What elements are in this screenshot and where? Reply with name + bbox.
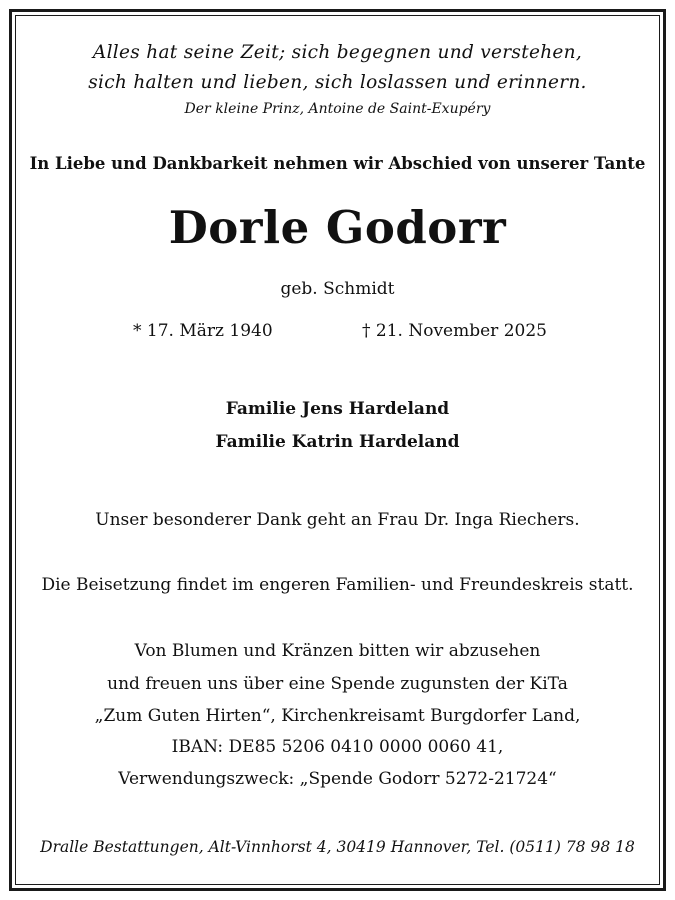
funeral-home-footer: Dralle Bestattungen, Alt-Vinnhorst 4, 30419 Hannover, Tel. (0511) 78 98 18 xyxy=(40,838,635,856)
quote-line-2: sich halten und lieben, sich loslassen und erinnern. xyxy=(88,72,587,93)
donation-reference: Verwendungszweck: „Spende Godorr 5272-21724“ xyxy=(118,769,557,789)
donation-line-3: „Zum Guten Hirten“, Kirchenkreisamt Burgdorfer Land, xyxy=(94,706,581,726)
birth-name: geb. Schmidt xyxy=(280,279,395,299)
family-1: Familie Jens Hardeland xyxy=(225,399,450,419)
burial-text: Die Beisetzung findet im engeren Familien- und Freundeskreis statt. xyxy=(41,575,634,595)
quote-attribution: Der kleine Prinz, Antoine de Saint-Exupéry xyxy=(184,101,491,117)
family-2: Familie Katrin Hardeland xyxy=(215,432,460,452)
birth-date: * 17. März 1940 xyxy=(133,321,273,341)
deceased-name: Dorle Godorr xyxy=(168,201,507,254)
donation-line-1: Von Blumen und Kränzen bitten wir abzusehen xyxy=(134,641,541,661)
thanks-text: Unser besonderer Dank geht an Frau Dr. Inga Riechers. xyxy=(95,510,580,530)
donation-iban: IBAN: DE85 5206 0410 0000 0060 41, xyxy=(171,737,504,757)
death-date: † 21. November 2025 xyxy=(362,321,547,341)
donation-line-2: und freuen uns über eine Spende zugunsten der KiTa xyxy=(107,674,568,694)
quote-line-1: Alles hat seine Zeit; sich begegnen und verstehen, xyxy=(92,42,583,63)
intro-text: In Liebe und Dankbarkeit nehmen wir Abschied von unserer Tante xyxy=(29,154,646,173)
